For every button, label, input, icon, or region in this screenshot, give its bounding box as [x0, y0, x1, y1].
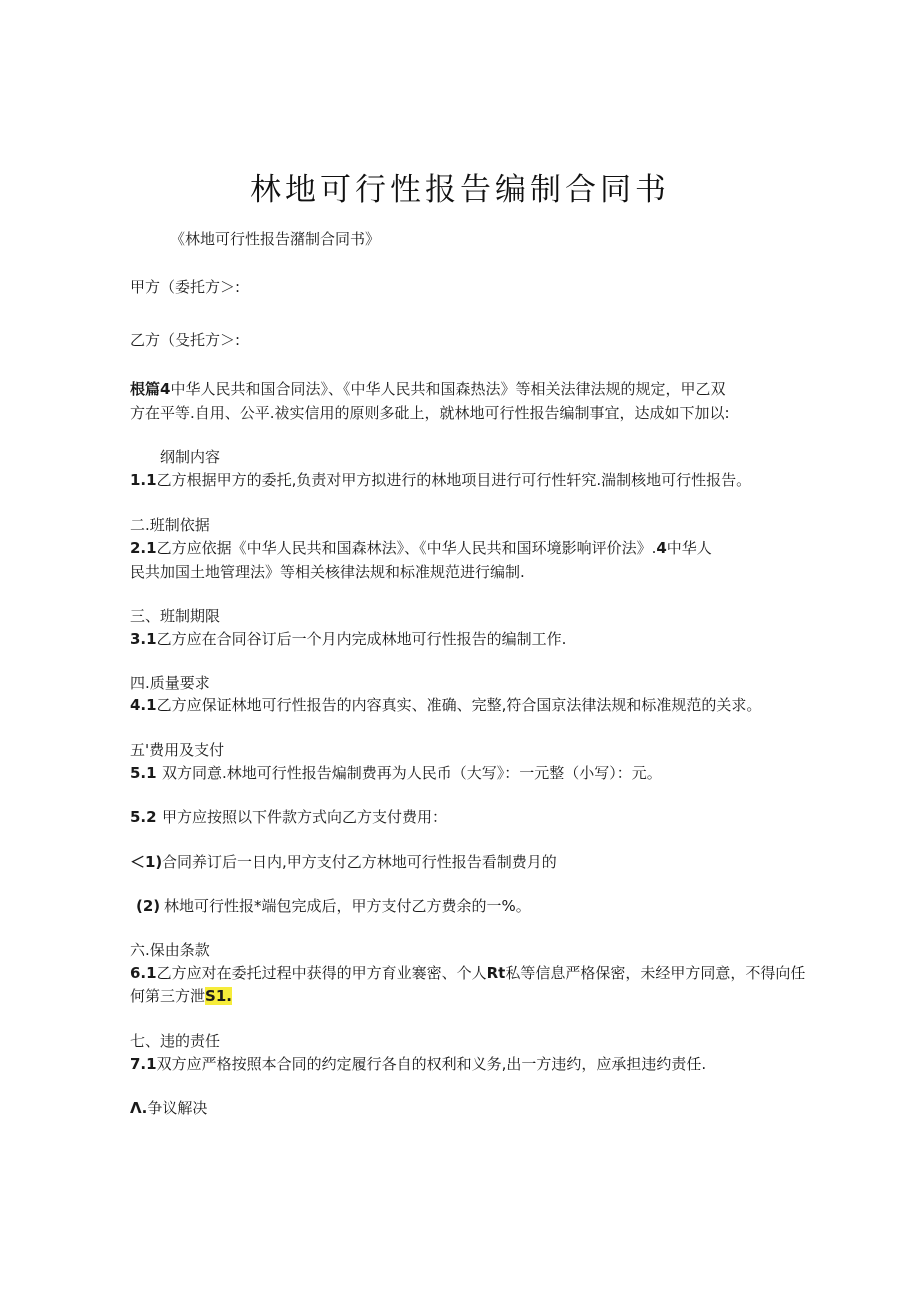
- highlighted-text: S1.: [205, 987, 232, 1005]
- clause-number: 7.1: [130, 1055, 157, 1073]
- clause-text: 乙方应对在委托过程中获得的甲方育业褰密、个人: [156, 964, 487, 982]
- clause-text: 乙方应保证林地可行性报告的内容真实、准确、完整,符合国京法律法规和标准规范的关求。: [156, 696, 762, 714]
- section-4-heading: 四.质量要求: [130, 674, 210, 692]
- clause-1-1: [130, 469, 751, 491]
- party-a-line: 甲方（委托方＞:: [130, 278, 241, 296]
- item-text: 林地可行性报*端包完成后，甲方支付乙方费余的一%。: [164, 897, 531, 915]
- intro-line-2: 方在平等.自用、公平.祓实信用的原则多砒上，就林地可行性报告编制事宜，达成如下加以:: [130, 404, 730, 422]
- section-2-heading: 二.班制依据: [130, 516, 210, 534]
- clause-7-1: [130, 1053, 706, 1075]
- clause-6-1-continued: [130, 985, 232, 1007]
- clause-number: 2.1: [130, 539, 157, 557]
- section-3-heading: 三、班制期限: [130, 607, 221, 625]
- document-subtitle: 《林地可行性报告潴制合同书》: [170, 230, 381, 248]
- clause-text: 双方同意.林地可行性报告煸制费再为人民币（大写》：一元整（小写）：元。: [162, 764, 662, 782]
- clause-4-1: [130, 694, 761, 716]
- section-6-heading: 六.保由条款: [130, 941, 210, 959]
- payment-item-2: [136, 895, 531, 917]
- clause-2-1-continued: 民共加国土地管理法》等相关核律法规和标准规范进行编制.: [130, 563, 525, 581]
- clause-number: 4.1: [130, 696, 157, 714]
- intro-line-1-text: 中华人民共和国合同法》、《中华人民共和国森热法》等相关法律法规的规定，甲乙双: [170, 380, 726, 398]
- intro-ref-bold: 根篇4: [130, 380, 171, 398]
- clause-5-2: [130, 806, 447, 828]
- clause-number: 5.2: [130, 808, 157, 826]
- clause-text: 甲方应按照以下件款方式向乙方支付费用：: [162, 808, 448, 826]
- section-5-heading: 五'费用及支付: [130, 741, 225, 759]
- clause-bold-fragment: Rt: [486, 964, 506, 982]
- item-text: 合同养订后一日内,甲方支付乙方林地可行性报告看制费月的: [162, 853, 557, 871]
- party-b-line: 乙方（殳托方＞:: [130, 331, 241, 349]
- item-number: ＜1): [130, 853, 163, 871]
- clause-text: 中华人: [666, 539, 712, 557]
- clause-number: 5.1: [130, 764, 157, 782]
- clause-text: 乙方应在合同谷订后一个月内完成林地可行性报告的编制工作.: [156, 630, 567, 648]
- clause-text: 乙方根据甲方的委托,负责对甲方拟进行的林地项目进行可行性轩究.湍制核地可行性报告。: [156, 471, 752, 489]
- section-1-heading: 纲制内容: [160, 448, 221, 466]
- item-number: (2): [136, 897, 161, 915]
- clause-number: 3.1: [130, 630, 157, 648]
- section-number: Λ.: [130, 1099, 148, 1117]
- clause-2-1: [130, 537, 712, 559]
- clause-text: 乙方应依据《中华人民共和国森林法》、《中华人民共和国环境影响评价法》.: [156, 539, 657, 557]
- clause-text: 双方应严格按照本合同的约定履行各自的权利和义务,出一方违约，应承担违约责任.: [156, 1055, 707, 1073]
- clause-6-1: [130, 962, 805, 984]
- clause-bold-fragment: 4: [656, 539, 667, 557]
- clause-3-1: [130, 628, 566, 650]
- clause-5-1: [130, 762, 662, 784]
- intro-line-1: [130, 378, 725, 400]
- clause-text: 私等信息严格保密，未经甲方同意，不得向任: [505, 964, 806, 982]
- section-heading-text: 争议解决: [147, 1099, 208, 1117]
- clause-number: 6.1: [130, 964, 157, 982]
- clause-text: 何第三方泄: [130, 987, 206, 1005]
- clause-number: 1.1: [130, 471, 157, 489]
- payment-item-1: [130, 851, 557, 873]
- section-8-heading: [130, 1097, 207, 1119]
- document-title: 林地可行性报告编制合同书: [250, 172, 670, 208]
- section-7-heading: 七、违的责任: [130, 1032, 221, 1050]
